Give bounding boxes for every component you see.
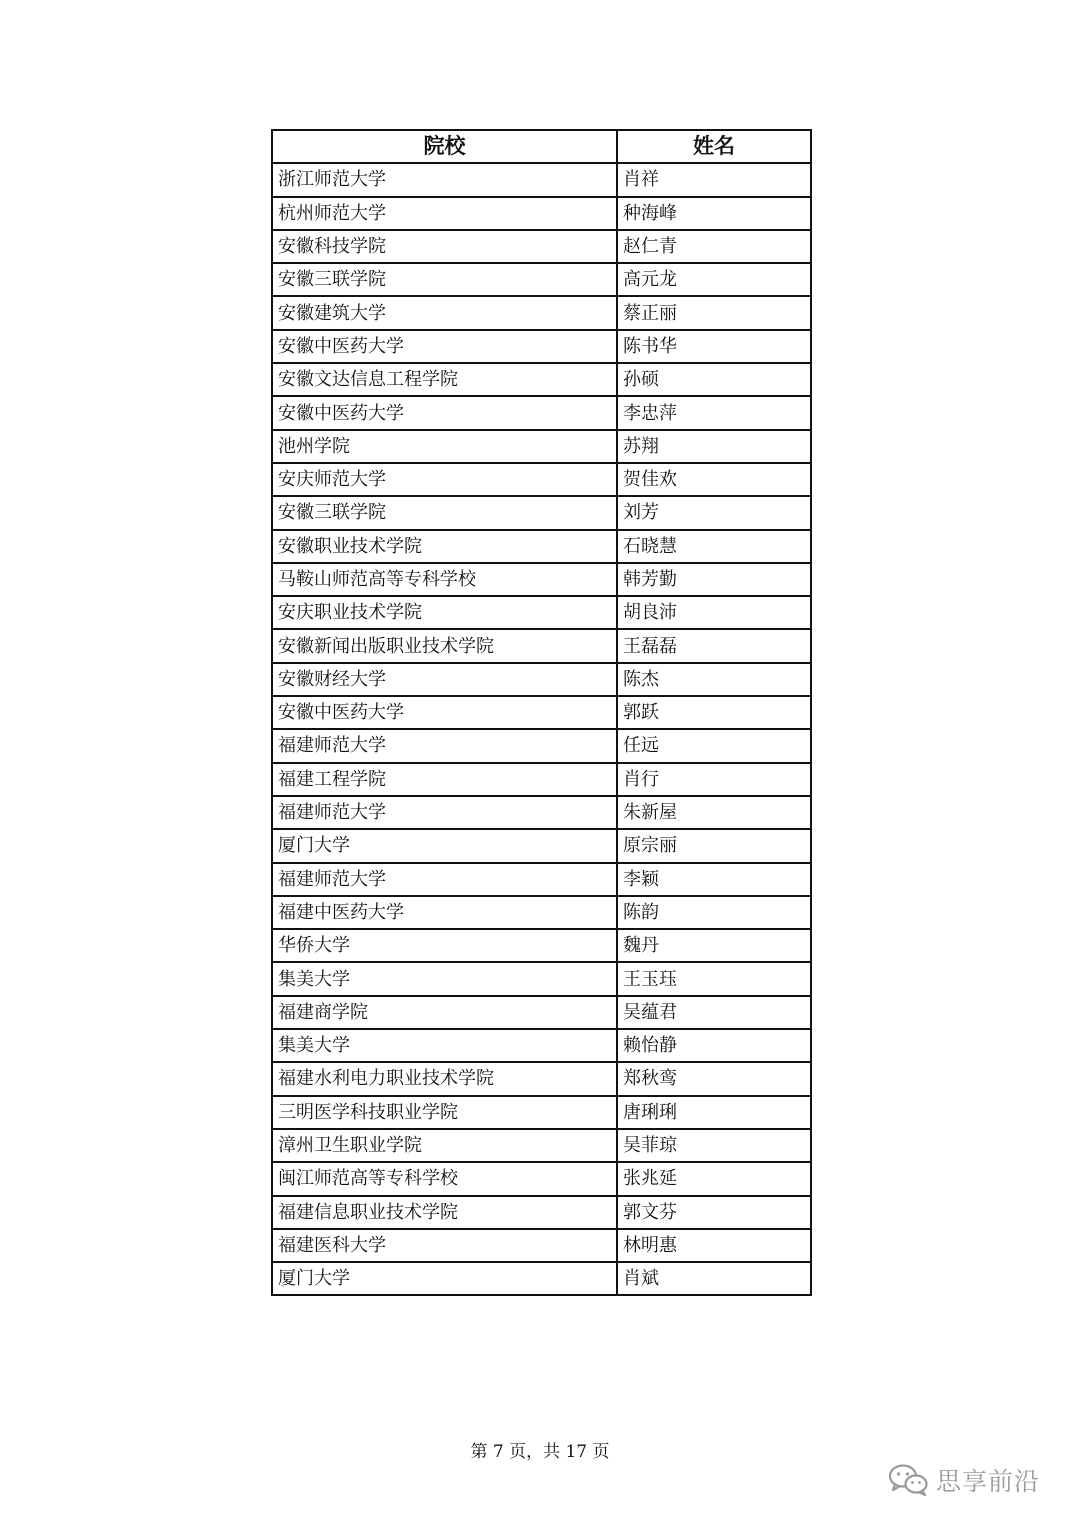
table-row — [272, 1229, 811, 1262]
table-row — [272, 896, 811, 929]
name-cell: 王玉珏 — [617, 962, 811, 995]
school-cell: 安徽文达信息工程学院 — [272, 363, 617, 396]
name-cell: 吴菲琼 — [617, 1129, 811, 1162]
name-cell: 韩芳勤 — [617, 563, 811, 596]
watermark — [888, 1462, 1040, 1498]
school-cell: 安徽职业技术学院 — [272, 530, 617, 563]
table-row — [272, 929, 811, 962]
name-cell: 种海峰 — [617, 197, 811, 230]
school-cell: 福建医科大学 — [272, 1229, 617, 1262]
school-cell: 安徽中医药大学 — [272, 696, 617, 729]
table-row — [272, 829, 811, 862]
name-cell: 任远 — [617, 729, 811, 762]
school-cell: 安庆师范大学 — [272, 463, 617, 496]
school-cell: 安庆职业技术学院 — [272, 596, 617, 629]
table-row — [272, 696, 811, 729]
table-row — [272, 1129, 811, 1162]
school-cell: 华侨大学 — [272, 929, 617, 962]
name-cell: 陈韵 — [617, 896, 811, 929]
name-cell: 魏丹 — [617, 929, 811, 962]
table-row — [272, 263, 811, 296]
name-cell: 吴蕴君 — [617, 996, 811, 1029]
table-row — [272, 996, 811, 1029]
name-cell: 赵仁青 — [617, 230, 811, 263]
table-row — [272, 1029, 811, 1062]
school-cell: 福建师范大学 — [272, 863, 617, 896]
name-cell: 孙硕 — [617, 363, 811, 396]
school-cell: 福建中医药大学 — [272, 896, 617, 929]
table-row — [272, 330, 811, 363]
name-cell: 贺佳欢 — [617, 463, 811, 496]
school-cell: 安徽建筑大学 — [272, 296, 617, 329]
table-row — [272, 463, 811, 496]
table-row — [272, 596, 811, 629]
name-cell: 高元龙 — [617, 263, 811, 296]
school-cell: 杭州师范大学 — [272, 197, 617, 230]
table-row — [272, 1162, 811, 1195]
table-row — [272, 430, 811, 463]
table-row — [272, 197, 811, 230]
school-cell: 福建师范大学 — [272, 729, 617, 762]
school-cell: 安徽中医药大学 — [272, 330, 617, 363]
name-cell: 肖行 — [617, 763, 811, 796]
school-cell: 集美大学 — [272, 962, 617, 995]
name-cell: 原宗丽 — [617, 829, 811, 862]
table-body — [272, 163, 811, 1295]
name-cell: 朱新屋 — [617, 796, 811, 829]
school-cell: 厦门大学 — [272, 829, 617, 862]
name-cell: 蔡正丽 — [617, 296, 811, 329]
table-row — [272, 563, 811, 596]
table-row — [272, 1196, 811, 1229]
table-row — [272, 796, 811, 829]
school-cell: 安徽财经大学 — [272, 663, 617, 696]
header-name: 姓名 — [617, 130, 811, 163]
table-row — [272, 663, 811, 696]
table-row — [272, 763, 811, 796]
school-cell: 安徽新闻出版职业技术学院 — [272, 629, 617, 662]
name-cell: 陈书华 — [617, 330, 811, 363]
name-cell: 李颖 — [617, 863, 811, 896]
school-cell: 福建信息职业技术学院 — [272, 1196, 617, 1229]
table-row — [272, 163, 811, 196]
school-cell: 安徽中医药大学 — [272, 396, 617, 429]
school-cell: 池州学院 — [272, 430, 617, 463]
wechat-icon — [888, 1463, 930, 1497]
watermark-text: 思享前沿 — [936, 1467, 1041, 1496]
header-school: 院校 — [272, 130, 617, 163]
name-cell: 唐琍琍 — [617, 1096, 811, 1129]
table-row — [272, 296, 811, 329]
school-cell: 漳州卫生职业学院 — [272, 1129, 617, 1162]
table-row — [272, 530, 811, 563]
school-cell: 三明医学科技职业学院 — [272, 1096, 617, 1129]
table-row — [272, 1096, 811, 1129]
name-cell: 林明惠 — [617, 1229, 811, 1262]
name-cell: 郭跃 — [617, 696, 811, 729]
school-cell: 安徽科技学院 — [272, 230, 617, 263]
name-cell: 郑秋鸾 — [617, 1062, 811, 1095]
school-cell: 安徽三联学院 — [272, 263, 617, 296]
table-row — [272, 629, 811, 662]
table-row — [272, 962, 811, 995]
school-cell: 福建水利电力职业技术学院 — [272, 1062, 617, 1095]
name-cell: 苏翔 — [617, 430, 811, 463]
table-header-row — [272, 130, 811, 163]
table-row — [272, 1262, 811, 1295]
school-cell: 集美大学 — [272, 1029, 617, 1062]
school-cell: 厦门大学 — [272, 1262, 617, 1295]
name-cell: 王磊磊 — [617, 629, 811, 662]
page-number: 第 7 页，共 17 页 — [470, 1442, 610, 1462]
school-cell: 福建师范大学 — [272, 796, 617, 829]
school-cell: 福建商学院 — [272, 996, 617, 1029]
name-cell: 赖怡静 — [617, 1029, 811, 1062]
name-cell: 肖斌 — [617, 1262, 811, 1295]
name-cell: 陈杰 — [617, 663, 811, 696]
school-cell: 浙江师范大学 — [272, 163, 617, 196]
school-cell: 闽江师范高等专科学校 — [272, 1162, 617, 1195]
name-cell: 刘芳 — [617, 496, 811, 529]
school-cell: 安徽三联学院 — [272, 496, 617, 529]
award-table — [271, 129, 812, 1296]
name-cell: 石晓慧 — [617, 530, 811, 563]
name-cell: 肖祥 — [617, 163, 811, 196]
name-cell: 张兆延 — [617, 1162, 811, 1195]
table-row — [272, 230, 811, 263]
name-cell: 胡良沛 — [617, 596, 811, 629]
table-row — [272, 1062, 811, 1095]
name-cell: 李忠萍 — [617, 396, 811, 429]
table-row — [272, 363, 811, 396]
table-row — [272, 863, 811, 896]
table-row — [272, 496, 811, 529]
table-row — [272, 729, 811, 762]
school-cell: 福建工程学院 — [272, 763, 617, 796]
name-cell: 郭文芬 — [617, 1196, 811, 1229]
table-row — [272, 396, 811, 429]
school-cell: 马鞍山师范高等专科学校 — [272, 563, 617, 596]
